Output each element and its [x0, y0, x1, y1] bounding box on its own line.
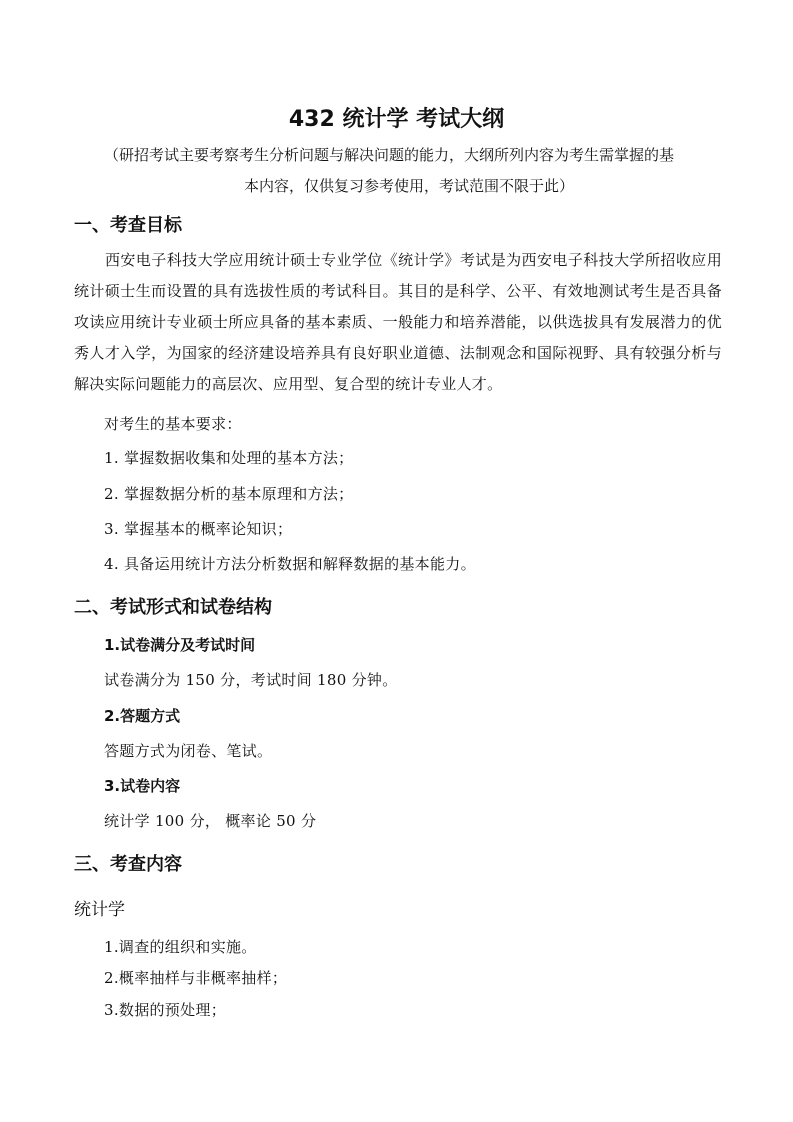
- subtitle-line-2: 本内容，仅供复习参考使用，考试范围不限于此）: [243, 177, 574, 195]
- objectives-paragraph: 西安电子科技大学应用统计硕士专业学位《统计学》考试是为西安电子科技大学所招收应用统计硕士生而设置的具有选拔性质的考试科目。其目的是科学、公平、有效地测试考生是否具备攻读应用统计专业硕士所应具备的基本素质、一般能力和培养潜能，以供选拔具有发展潜力的优秀人才入学，为国家的经济建设培养具有良好职业道德、法制观念和国际视野、具有较强分析与解决实际问题能力的高层次、应用型、复合型的统计专业人才。: [74, 251, 722, 393]
- requirement-item: 1. 掌握数据收集和处理的基本方法；: [104, 449, 354, 467]
- subtitle-line-1: （研招考试主要考察考生分析问题与解决问题的能力，大纲所列内容为考生需掌握的基: [104, 146, 675, 164]
- section-heading-content: 三、考查内容: [74, 854, 182, 875]
- requirements-intro: 对考生的基本要求：: [104, 415, 242, 433]
- subject-heading-statistics: 统计学: [74, 900, 125, 920]
- requirement-item: 2. 掌握数据分析的基本原理和方法；: [104, 485, 354, 503]
- requirement-item: 3. 掌握基本的概率论知识；: [104, 520, 293, 538]
- section-heading-objectives: 一、考查目标: [74, 215, 182, 236]
- content-list-item: 2.概率抽样与非概率抽样；: [104, 969, 288, 987]
- section-heading-exam-format: 二、考试形式和试卷结构: [74, 597, 272, 618]
- paper-content-text: 统计学 100 分， 概率论 50 分: [104, 812, 317, 830]
- page-subtitle: [104, 140, 714, 202]
- page-title: 432 统计学 考试大纲: [288, 107, 505, 132]
- content-list-item: 1.调查的组织和实施。: [104, 938, 257, 956]
- content-list-item: 3.数据的预处理；: [104, 1001, 227, 1019]
- answer-method-text: 答题方式为闭卷、笔试。: [104, 742, 273, 760]
- subheading-score-time: 1.试卷满分及考试时间: [104, 636, 256, 654]
- subheading-answer-method: 2.答题方式: [104, 707, 181, 725]
- score-time-text: 试卷满分为 150 分，考试时间 180 分钟。: [104, 671, 398, 689]
- requirement-item: 4. 具备运用统计方法分析数据和解释数据的基本能力。: [104, 555, 476, 573]
- subheading-paper-content: 3.试卷内容: [104, 777, 181, 795]
